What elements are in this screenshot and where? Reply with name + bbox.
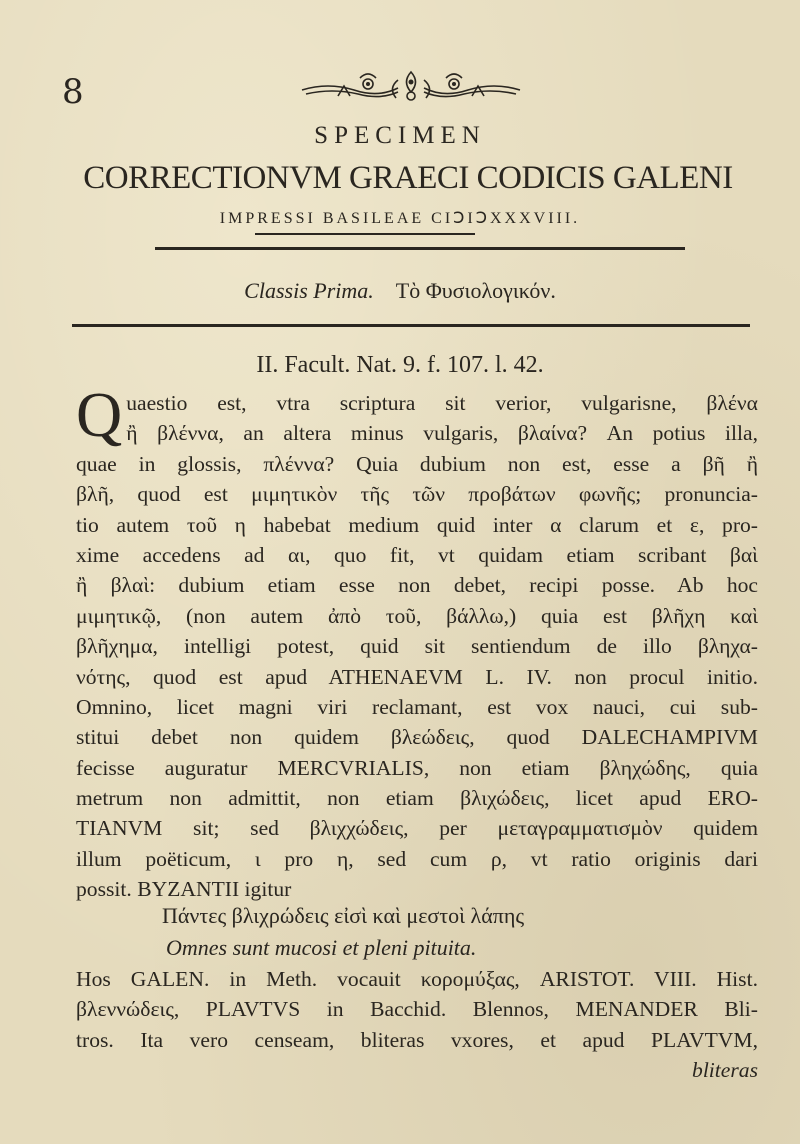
page-number: 8 xyxy=(62,72,84,112)
text-line: stitui debet non quidem βλεώδεις, quod DALECHAMPIVM xyxy=(76,725,758,750)
greek-heading: Τὸ Φυσιολογικόν. xyxy=(395,278,556,303)
text-line: possit. BYZANTII igitur xyxy=(76,877,292,902)
text-line: quae in glossis, πλέννα? Quia dubium non est, esse a βῆ ἢ xyxy=(76,451,758,476)
reference-heading: II. Facult. Nat. 9. f. 107. l. 42. xyxy=(256,352,544,378)
rule-divider xyxy=(155,247,685,250)
catchword: bliteras xyxy=(692,1058,758,1083)
text-line: tros. Ita vero censeam, bliteras vxores, et apud PLAVTVM, xyxy=(76,1027,758,1052)
classis-label: Classis Prima. xyxy=(244,278,374,303)
text-line: xime accedens ad αι, quo fit, vt quidam etiam scribant βαὶ xyxy=(76,542,758,567)
verse-latin: Omnes sunt mucosi et pleni pituita. xyxy=(166,935,477,960)
text-line: TIANVM sit; sed βλιχχώδεις, per μεταγραμματισμὸν quidem xyxy=(76,816,758,841)
class-heading xyxy=(0,278,800,304)
rule-divider xyxy=(72,324,750,327)
text-line: νότης, quod est apud ATHENAEVM L. IV. non procul initio. xyxy=(76,664,758,689)
imprint-line: IMPRESSI BASILEAE CIↃIↃXXXVIII. xyxy=(219,210,581,227)
text-line: βλῆχημα, intelligi potest, quid sit sentiendum de illo βληχα- xyxy=(76,634,758,659)
verse-greek: Πάντες βλιχρώδεις εἰσὶ καὶ μεστοὶ λάπης xyxy=(162,903,525,928)
text-line: metrum non admittit, non etiam βλιχώδεις, licet apud ERO- xyxy=(76,786,758,811)
text-line: illum poëticum, ι pro η, sed cum ρ, vt ratio originis dari xyxy=(76,846,758,871)
text-line: ἢ βλαὶ: dubium etiam esse non debet, recipi posse. Ab hoc xyxy=(76,573,758,598)
text-line: βλῆ, quod est μιμητικὸν τῆς τῶν προβάτων φωνῆς; pronuncia- xyxy=(76,482,758,507)
rule-divider xyxy=(255,233,475,235)
main-text xyxy=(76,379,758,905)
text-line: fecisse auguratur MERCVRIALIS, non etiam βληχώδης, quia xyxy=(76,755,758,780)
text-line: ἢ βλέννα, an altera minus vulgaris, βλαίνα? An potius illa, xyxy=(126,421,758,446)
floral-ornament-icon xyxy=(298,66,524,106)
text-line: tio autem τοῦ η habebat medium quid inter α clarum et ε, pro- xyxy=(76,512,758,537)
text-line: βλεννώδεις, PLAVTVS in Bacchid. Blennos, MENANDER Bli- xyxy=(76,997,758,1022)
text-line: uaestio est, vtra scriptura sit verior, vulgarisne, βλένα xyxy=(126,391,758,415)
page-title: CORRECTIONVM GRAECI CODICIS GALENI xyxy=(83,160,733,196)
closing-text xyxy=(76,964,758,1086)
text-line: Omnino, licet magni viri reclamant, est vox nauci, cui sub- xyxy=(76,694,758,719)
text-line: Hos GALEN. in Meth. vocauit κορομύξας, ARISTOT. VIII. Hist. xyxy=(76,967,758,991)
specimen-heading: SPECIMEN xyxy=(314,122,486,149)
drop-cap: Q xyxy=(76,379,123,450)
text-line: μιμητικῷ, (non autem ἀπὸ τοῦ, βάλλω,) quia est βλῆχη καὶ xyxy=(76,603,758,628)
